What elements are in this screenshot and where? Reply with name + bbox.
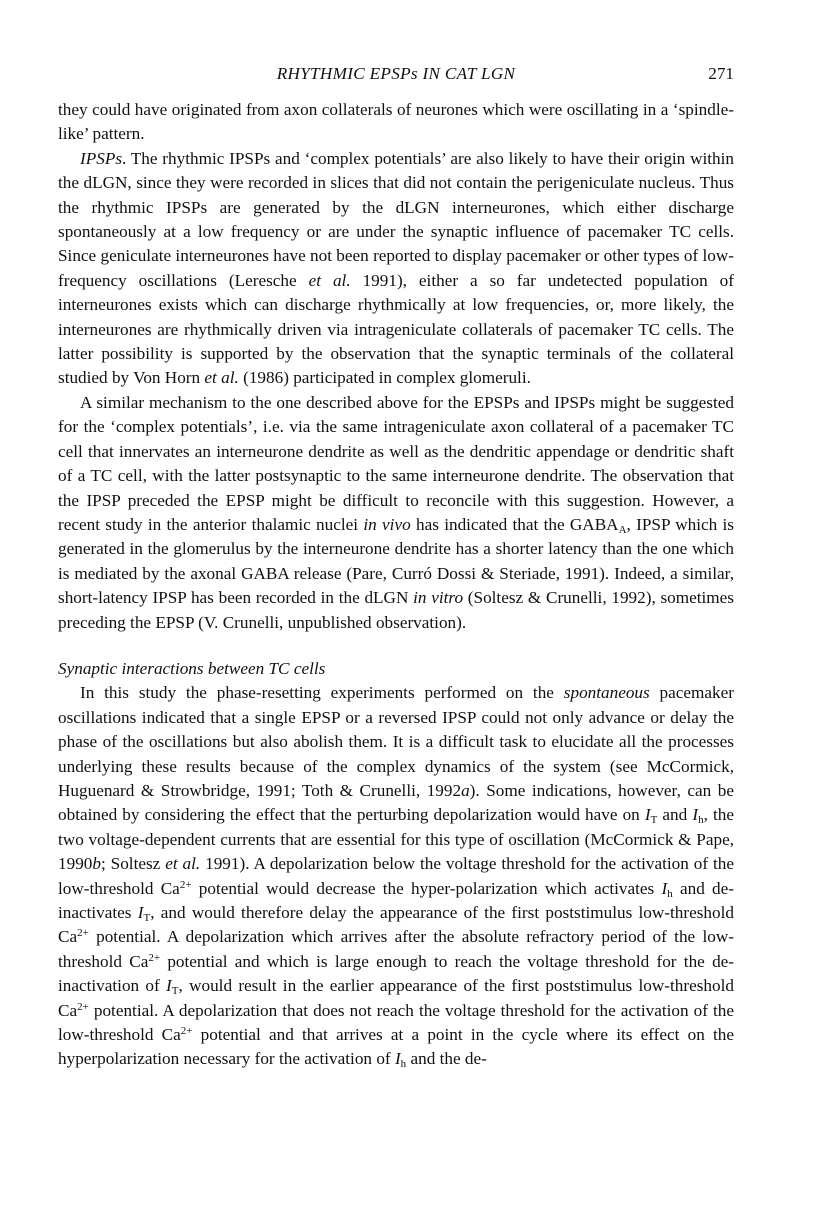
paragraph-1: they could have originated from axon collaterals of neurones which were oscillating in a ‘spindle-like’ pattern.	[58, 100, 734, 144]
paragraph-ipsps: IPSPs. The rhythmic IPSPs and ‘complex potentials’ are also likely to have their origin within the dLGN, since they were recorded in slices that did not contain the perigeniculate nucleus. Thus the rhythmic IPSPs are generated by the dLGN interneurones, which either discharge spontaneously at a low frequency or are under the synaptic influence of pacemaker TC cells. Since geniculate interneurones have not been reported to display pacemaker or other types of low-frequency oscillations (Leresche et al. 1991), either a so far undetected population of interneurones exists which can discharge rhythmically at low frequencies, or, more likely, the interneurones are rhythmically driven via intrageniculate collaterals of pacemaker TC cells. The latter possibility is supported by the observation that the synaptic terminals of the collateral studied by Von Horn et al. (1986) participated in complex glomeruli.	[58, 148, 734, 388]
running-title: RHYTHMIC EPSPs IN CAT LGN	[276, 64, 516, 83]
paragraph-complex-potentials: A similar mechanism to the one described above for the EPSPs and IPSPs might be suggested for the ‘complex potentials’, i.e. via the same intrageniculate axon collateral of a pacemaker TC cell that innervates an interneurone dendrite as well as the dendritic appendage or dendritic shaft of a TC cell, with the latter postsynaptic to the same interneurone dendrite. The observation that the IPSP preceded the EPSP might be difficult to reconcile with this suggestion. However, a recent study in the anterior thalamic nuclei in vivo has indicated that the $GABA_A$, IPSP which is generated in the glomerulus by the interneurone dendrite has a shorter latency than the one which is mediated by the axonal GABA release (Pare, Curró Dossi & Steriade, 1991). Indeed, a similar, short-latency IPSP has been recorded in the dLGN in vitro (Soltesz & Crunelli, 1992), sometimes preceding the EPSP (V. Crunelli, unpublished observation).	[58, 392, 734, 632]
page-number: 271	[708, 64, 734, 83]
paper-page	[58, 62, 734, 1072]
section-heading: Synaptic interactions between TC cells	[58, 658, 326, 678]
run-in-heading: IPSPs	[80, 148, 123, 168]
page-header	[58, 62, 734, 86]
paragraph-synaptic-interactions: In this study the phase-resetting experiments performed on the spontaneous pacemaker oscillations indicated that a single EPSP or a reversed IPSP could not only advance or delay the phase of the oscillations but also abolish them. It is a difficult task to elucidate all the processes underlying these results because of the complex dynamics of the system (see McCormick, Huguenard & Strowbridge, 1991; Toth & Crunelli, 1992a). Some indications, however, can be obtained by considering the effect that the perturbing depolarization would have on $I_T$ and $I_h$, the two voltage-dependent currents that are essential for this type of oscillation (McCormick & Pape, 1990b; Soltesz et al. 1991). A depolarization below the voltage threshold for the activation of the low-threshold $Ca^{2+}$ potential would decrease the hyper-polarization which activates $I_h$ and de-inactivates $I_T$, and would therefore delay the appearance of the first poststimulus low-threshold $Ca^{2+}$ potential. A depolarization which arrives after the absolute refractory period of the low-threshold $Ca^{2+}$ potential and which is large enough to reach the voltage threshold for the de-inactivation of $I_T$, would result in the earlier appearance of the first poststimulus low-threshold $Ca^{2+}$ potential. A depolarization that does not reach the voltage threshold for the activation of the low-threshold $Ca^{2+}$ potential and that arrives at a point in the cycle where its effect on the hyperpolarization necessary for the activation of $I_h$ and the de-	[58, 683, 735, 1071]
